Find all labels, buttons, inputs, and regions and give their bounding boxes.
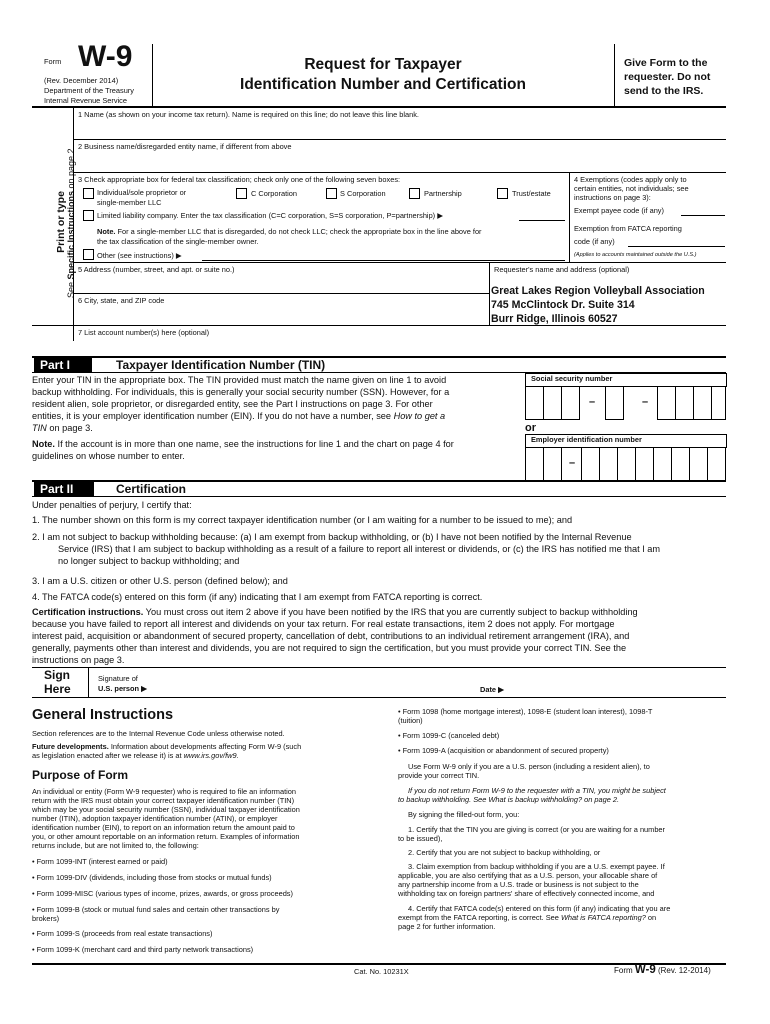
tin-instructions-2: backup withholding. For individuals, this is generally your social security number (SSN). However, for a [32, 387, 450, 397]
use-form-1: Use Form W-9 only if you are a U.S. person (including a resident alien), to [408, 762, 650, 771]
certify-3d: withholding tax on foreign partners' share of effectively connected income, and [398, 889, 655, 898]
bullet-1099-k: • Form 1099-K (merchant card and third party network transactions) [32, 945, 253, 954]
form-word: Form [44, 57, 62, 66]
cert-intro: Under penalties of perjury, I certify that: [32, 500, 192, 510]
line5-label: 5 Address (number, street, and apt. or suite no.) [78, 265, 235, 274]
or-label: or [525, 422, 536, 434]
checkbox-trust-estate[interactable] [497, 188, 508, 199]
trust-estate-label: Trust/estate [512, 189, 551, 198]
cert-item2-a: 2. I am not subject to backup withholding because: (a) I am exempt from backup withholding, or (b) I have not been notified by the Internal Revenue [32, 532, 632, 542]
bullet-1099-b-2: brokers) [32, 914, 60, 923]
line2-label: 2 Business name/disregarded entity name, if different from above [78, 142, 292, 151]
exemptions-label-3: instructions on page 3): [574, 193, 651, 202]
date-label: Date ▶ [480, 685, 504, 694]
requester-city: Burr Ridge, Illinois 60527 [491, 313, 618, 325]
purpose-2: return with the IRS must obtain your correct taxpayer identification number (TIN) [32, 796, 295, 805]
account-numbers-field[interactable] [74, 339, 726, 353]
form-title-line1: Request for Taxpayer [304, 56, 462, 73]
purpose-3: which may be your social security number (SSN), individual taxpayer identification [32, 805, 300, 814]
part1-title: Taxpayer Identification Number (TIN) [116, 358, 326, 372]
catalog-number: Cat. No. 10231X [354, 967, 409, 976]
see-instructions-label: See Specific Instructions on page 2. [66, 145, 76, 299]
fatca-code-field[interactable] [628, 246, 725, 247]
certify-4c: page 2 for further information. [398, 922, 496, 931]
cert-item2-b: Service (IRS) that I am subject to backup withholding as a result of a failure to report all interest or dividends, or (c) the IRS has notified me that I am [58, 544, 661, 554]
give-form-line3: send to the IRS. [624, 85, 704, 97]
fatca-label: Exemption from FATCA reporting [574, 224, 682, 233]
certify-3b: applicable, you are also certifying that as a U.S. person, your allocable share of [398, 871, 658, 880]
requester-label: Requester's name and address (optional) [494, 265, 630, 274]
certify-3a: 3. Claim exemption from backup withholding if you are a U.S. exempt payee. If [408, 862, 665, 871]
cert-instructions-1: Certification instructions. You must cross out item 2 above if you have been notified by the IRS that you are currently subject to backup withholding [32, 607, 638, 617]
use-form-2: provide your correct TIN. [398, 771, 480, 780]
bullet-1099-c: • Form 1099-C (canceled debt) [398, 731, 499, 740]
footer-form-id: Form W-9 (Rev. 12-2014) [614, 964, 711, 976]
sign-label: Sign [44, 668, 70, 682]
checkbox-partnership[interactable] [409, 188, 420, 199]
department-service: Internal Revenue Service [44, 96, 127, 105]
line3-label: 3 Check appropriate box for federal tax classification; check only one of the following seven boxes: [78, 175, 401, 184]
signature-field[interactable] [160, 668, 475, 696]
purpose-heading: Purpose of Form [32, 768, 129, 782]
ein-label: Employer identification number [531, 435, 642, 444]
signature-label-2: U.S. person ▶ [98, 684, 147, 693]
cert-instructions-3: interest paid, acquisition or abandonment of secured property, cancellation of debt, contributions to an individual retirement arrangement (IRA), and [32, 631, 630, 641]
certify-4b: exempt from the FATCA reporting, is correct. See What is FATCA reporting? on [398, 913, 657, 922]
part2-title: Certification [116, 482, 187, 496]
purpose-1: An individual or entity (Form W-9 requester) who is required to file an information [32, 787, 296, 796]
exempt-payee-label: Exempt payee code (if any) [574, 206, 664, 215]
checkbox-s-corporation[interactable] [326, 188, 337, 199]
llc-note-2: the tax classification of the single-member owner. [97, 237, 259, 246]
purpose-4: number (ITIN), adoption taxpayer identification number (ATIN), or employer [32, 814, 278, 823]
llc-classification-field[interactable] [519, 220, 565, 221]
s-corporation-label: S Corporation [340, 189, 386, 198]
cert-item1: 1. The number shown on this form is my correct taxpayer identification number (or I am waiting for a number to be issued to me); and [32, 515, 573, 525]
address-field[interactable] [74, 276, 488, 292]
cert-item2-c: no longer subject to backup withholding; and [58, 556, 240, 566]
bullet-1099-a: • Form 1099-A (acquisition or abandonment of secured property) [398, 746, 609, 755]
tin-instructions-5: TIN on page 3. [32, 423, 93, 433]
cert-instructions-4: generally, payments other than interest and dividends, you are not required to sign the certification, but you must provide your correct TIN. See the [32, 643, 627, 653]
checkbox-llc[interactable] [83, 210, 94, 221]
give-form-line2: requester. Do not [624, 71, 711, 83]
requester-name: Great Lakes Region Volleyball Association [491, 285, 705, 297]
tin-instructions-3: resident alien, sole proprietor, or disregarded entity, see the Part I instructions on page 3. For other [32, 399, 433, 409]
certify-2: 2. Certify that you are not subject to backup withholding, or [408, 848, 601, 857]
tin-note-2: guidelines on whose number to enter. [32, 451, 185, 461]
print-or-type-label: Print or type [55, 191, 67, 253]
tin-instructions-4: entities, it is your employer identification number (EIN). If you do not have a number, see How to get a [32, 411, 446, 421]
fatca-label-2: code (if any) [574, 237, 615, 246]
individual-label: Individual/sole proprietor or [97, 188, 187, 197]
name-field[interactable] [74, 121, 726, 139]
llc-note: Note. For a single-member LLC that is disregarded, do not check LLC; check the appropriate box in the line above for [97, 227, 482, 236]
llc-label: Limited liability company. Enter the tax classification (C=C corporation, S=S corporation, P=partnership) ▶ [97, 211, 443, 220]
certify-3c: any partnership income from a U.S. trade or business is not subject to the [398, 880, 639, 889]
ein-field[interactable]: – [525, 447, 726, 481]
purpose-7: returns include, but are not limited to, the following: [32, 841, 199, 850]
gi-text: Section references are to the Internal Revenue Code unless otherwise noted. [32, 729, 285, 738]
ssn-label: Social security number [531, 374, 613, 383]
ssn-field[interactable]: – – [525, 386, 726, 420]
backup-note-2: to backup withholding. See What is backup withholding? on page 2. [398, 795, 620, 804]
bullet-1098: • Form 1098 (home mortgage interest), 1098-E (student loan interest), 1098-T [398, 707, 652, 716]
bullet-1099-misc: • Form 1099-MISC (various types of income, prizes, awards, or gross proceeds) [32, 889, 293, 898]
cert-instructions-5: instructions on page 3. [32, 655, 125, 665]
backup-note-1: If you do not return Form W-9 to the requester with a TIN, you might be subject [408, 786, 666, 795]
signature-label-1: Signature of [98, 674, 138, 683]
form-title-line2: Identification Number and Certification [240, 76, 526, 93]
general-instructions-heading: General Instructions [32, 707, 174, 723]
business-name-field[interactable] [74, 153, 726, 171]
date-field[interactable] [512, 668, 724, 696]
exemptions-label: 4 Exemptions (codes apply only to [574, 175, 687, 184]
bullet-1098-2: (tuition) [398, 716, 423, 725]
part1-label: Part I [34, 358, 92, 373]
partnership-label: Partnership [424, 189, 462, 198]
form-revision: (Rev. December 2014) [44, 76, 119, 85]
line1-label: 1 Name (as shown on your income tax return). Name is required on this line; do not leave this line blank. [78, 110, 419, 119]
give-form-line1: Give Form to the [624, 57, 708, 69]
exempt-payee-field[interactable] [681, 215, 725, 216]
future-developments-1: Future developments. Information about developments affecting Form W-9 (such [32, 742, 302, 751]
form-number: W-9 [78, 40, 133, 73]
individual-label-2: single-member LLC [97, 198, 162, 207]
bullet-1099-div: • Form 1099-DIV (dividends, including those from stocks or mutual funds) [32, 873, 272, 882]
bullet-1099-b: • Form 1099-B (stock or mutual fund sales and certain other transactions by [32, 905, 279, 914]
line6-label: 6 City, state, and ZIP code [78, 296, 165, 305]
cert-instructions-2: because you have failed to report all interest and dividends on your tax return. For real estate transactions, item 2 does not apply. For mortgage [32, 619, 615, 629]
city-state-zip-field[interactable] [74, 307, 488, 323]
part2-label: Part II [34, 482, 94, 497]
future-developments-2: as legislation enacted after we release it) is at www.irs.gov/fw9. [32, 751, 239, 760]
here-label: Here [44, 682, 71, 696]
requester-address: 745 McClintock Dr. Suite 314 [491, 299, 635, 311]
tin-instructions-1: Enter your TIN in the appropriate box. The TIN provided must match the name given on line 1 to avoid [32, 375, 447, 385]
bullet-1099-s: • Form 1099-S (proceeds from real estate transactions) [32, 929, 212, 938]
purpose-6: you, or other amount reportable on an information return. Examples of information [32, 832, 300, 841]
checkbox-individual[interactable] [83, 188, 94, 199]
cert-item3: 3. I am a U.S. citizen or other U.S. person (defined below); and [32, 576, 288, 586]
purpose-5: identification number (EIN), to report on an information return the amount paid to [32, 823, 295, 832]
checkbox-c-corporation[interactable] [236, 188, 247, 199]
exemptions-label-2: certain entities, not individuals; see [574, 184, 689, 193]
certify-1a: 1. Certify that the TIN you are giving is correct (or you are waiting for a number [408, 825, 666, 834]
fatca-note: (Applies to accounts maintained outside the U.S.) [574, 252, 697, 258]
certify-4a: 4. Certify that FATCA code(s) entered on this form (if any) indicating that you are [408, 904, 671, 913]
line7-label: 7 List account number(s) here (optional) [78, 328, 210, 337]
signing-intro: By signing the filled-out form, you: [408, 810, 520, 819]
c-corporation-label: C Corporation [251, 189, 298, 198]
bullet-1099-int: • Form 1099-INT (interest earned or paid) [32, 857, 168, 866]
other-label: Other (see instructions) ▶ [97, 251, 182, 260]
tin-note-1: Note. If the account is in more than one name, see the instructions for line 1 and the chart on page 4 for [32, 439, 454, 449]
checkbox-other[interactable] [83, 249, 94, 260]
cert-item4: 4. The FATCA code(s) entered on this form (if any) indicating that I am exempt from FATCA reporting is correct. [32, 592, 483, 602]
other-field[interactable] [202, 260, 565, 261]
certify-1b: to be issued), [398, 834, 443, 843]
department: Department of the Treasury [44, 86, 134, 95]
